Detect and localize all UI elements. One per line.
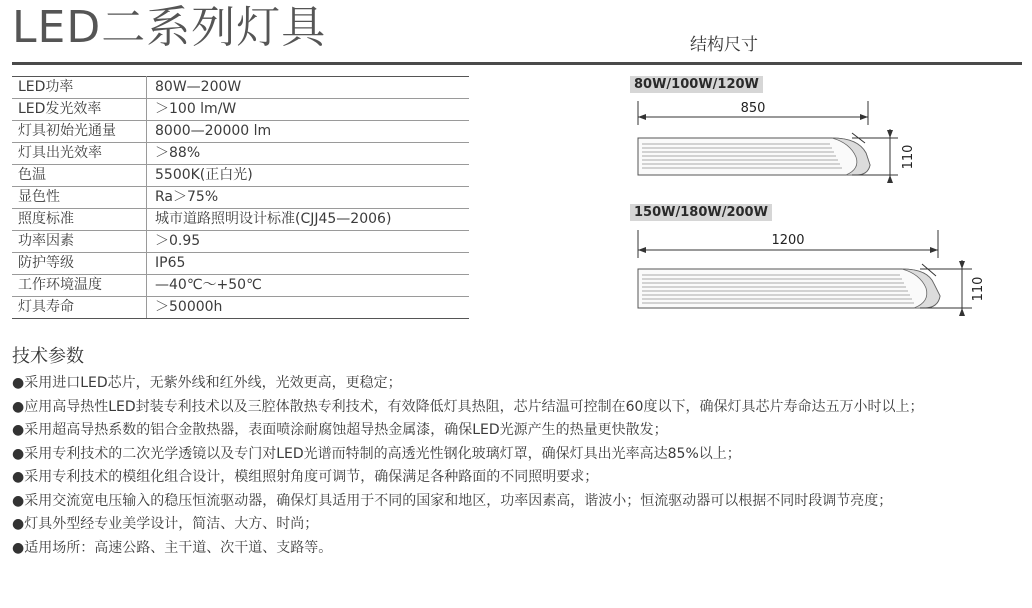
spec-value: ＞100 lm/W: [147, 99, 470, 121]
spec-row: [12, 209, 469, 231]
spec-row: [12, 253, 469, 275]
header-rule: [12, 62, 1022, 65]
bullet-dot-icon: ●: [12, 422, 25, 438]
spec-label: 灯具寿命: [12, 297, 147, 319]
list-item: [12, 443, 1024, 467]
spec-label: 色温: [12, 165, 147, 187]
model-label-large: 150W/180W/200W: [630, 204, 772, 221]
bullet-dot-icon: ●: [12, 539, 25, 556]
spec-row: [12, 187, 469, 209]
bullet-dot-icon: ●: [12, 516, 25, 532]
bullet-text: 灯具外型经专业美学设计，简洁、大方、时尚；: [24, 516, 319, 532]
tech-params-heading: 技术参数: [12, 346, 84, 367]
length-dimension-large: 1200: [771, 233, 805, 248]
spec-value: —40℃～+50℃: [147, 275, 470, 297]
spec-value: 80W—200W: [147, 77, 470, 99]
spec-label: 灯具出光效率: [12, 143, 147, 165]
list-item: [12, 466, 1024, 490]
length-dimension-small: 850: [740, 101, 766, 116]
spec-value: IP65: [147, 253, 470, 275]
bullet-dot-icon: ●: [12, 469, 25, 485]
spec-row: [12, 165, 469, 187]
page-title: LED二系列灯具: [12, 2, 327, 53]
bullet-text: 采用专利技术的模组化组合设计，模组照射角度可调节，确保满足各种路面的不同照明要求；: [24, 469, 599, 485]
spec-value: 5500K(正白光): [147, 165, 470, 187]
spec-label: 显色性: [12, 187, 147, 209]
spec-label: 灯具初始光通量: [12, 121, 147, 143]
spec-value: ＞0.95: [147, 231, 470, 253]
spec-value: 城市道路照明设计标准(CJJ45—2006): [147, 209, 470, 231]
spec-row: [12, 121, 469, 143]
spec-table: [12, 76, 469, 319]
height-dimension-large: 110: [971, 276, 986, 302]
spec-value: ＞88%: [147, 143, 470, 165]
bullet-dot-icon: ●: [12, 492, 25, 509]
list-item: [12, 490, 1024, 514]
spec-row: [12, 231, 469, 253]
list-item: [12, 372, 1024, 396]
model-label-small: 80W/100W/120W: [630, 76, 763, 93]
bullet-text: 采用超高导热系数的铝合金散热器，表面喷涂耐腐蚀超导热金属漆，确保LED光源产生的热量更快散发；: [24, 422, 668, 438]
spec-label: 功率因素: [12, 231, 147, 253]
spec-row: [12, 143, 469, 165]
bullet-text: 适用场所：高速公路、主干道、次干道、支路等。: [24, 539, 333, 556]
spec-row: [12, 297, 469, 319]
spec-value: ＞50000h: [147, 297, 470, 319]
height-dimension-small: 110: [901, 144, 916, 170]
spec-label: LED功率: [12, 77, 147, 99]
spec-row: [12, 77, 469, 99]
spec-value: 8000—20000 lm: [147, 121, 470, 143]
bullet-dot-icon: ●: [12, 398, 25, 415]
list-item: [12, 537, 1024, 561]
list-item: [12, 419, 1024, 443]
structure-dimensions-title: 结构尺寸: [690, 35, 758, 55]
bullet-dot-icon: ●: [12, 375, 25, 391]
lamp-drawing-small: [620, 95, 920, 190]
spec-label: 工作环境温度: [12, 275, 147, 297]
bullet-text: 采用专利技术的二次光学透镜以及专门对LED光谱而特制的高透光性钢化玻璃灯罩，确保灯具出光率高达85%以上；: [24, 445, 741, 462]
spec-row: [12, 275, 469, 297]
bullet-text: 采用交流宽电压输入的稳压恒流驱动器，确保灯具适用于不同的国家和地区，功率因素高，谐波小；恒流驱动器可以根据不同时段调节亮度；: [24, 492, 893, 509]
bullet-text: 应用高导热性LED封装专利技术以及三腔体散热专利技术，有效降低灯具热阻，芯片结温可控制在60度以下，确保灯具芯片寿命达五万小时以上；: [24, 398, 924, 415]
tech-params-list: [12, 372, 1024, 560]
bullet-dot-icon: ●: [12, 445, 25, 462]
spec-label: 照度标准: [12, 209, 147, 231]
spec-row: [12, 99, 469, 121]
spec-value: Ra＞75%: [147, 187, 470, 209]
list-item: [12, 396, 1024, 420]
spec-label: 防护等级: [12, 253, 147, 275]
list-item: [12, 513, 1024, 537]
bullet-text: 采用进口LED芯片，无紫外线和红外线，光效更高，更稳定；: [24, 375, 402, 391]
lamp-drawing-large: [620, 222, 990, 322]
spec-label: LED发光效率: [12, 99, 147, 121]
